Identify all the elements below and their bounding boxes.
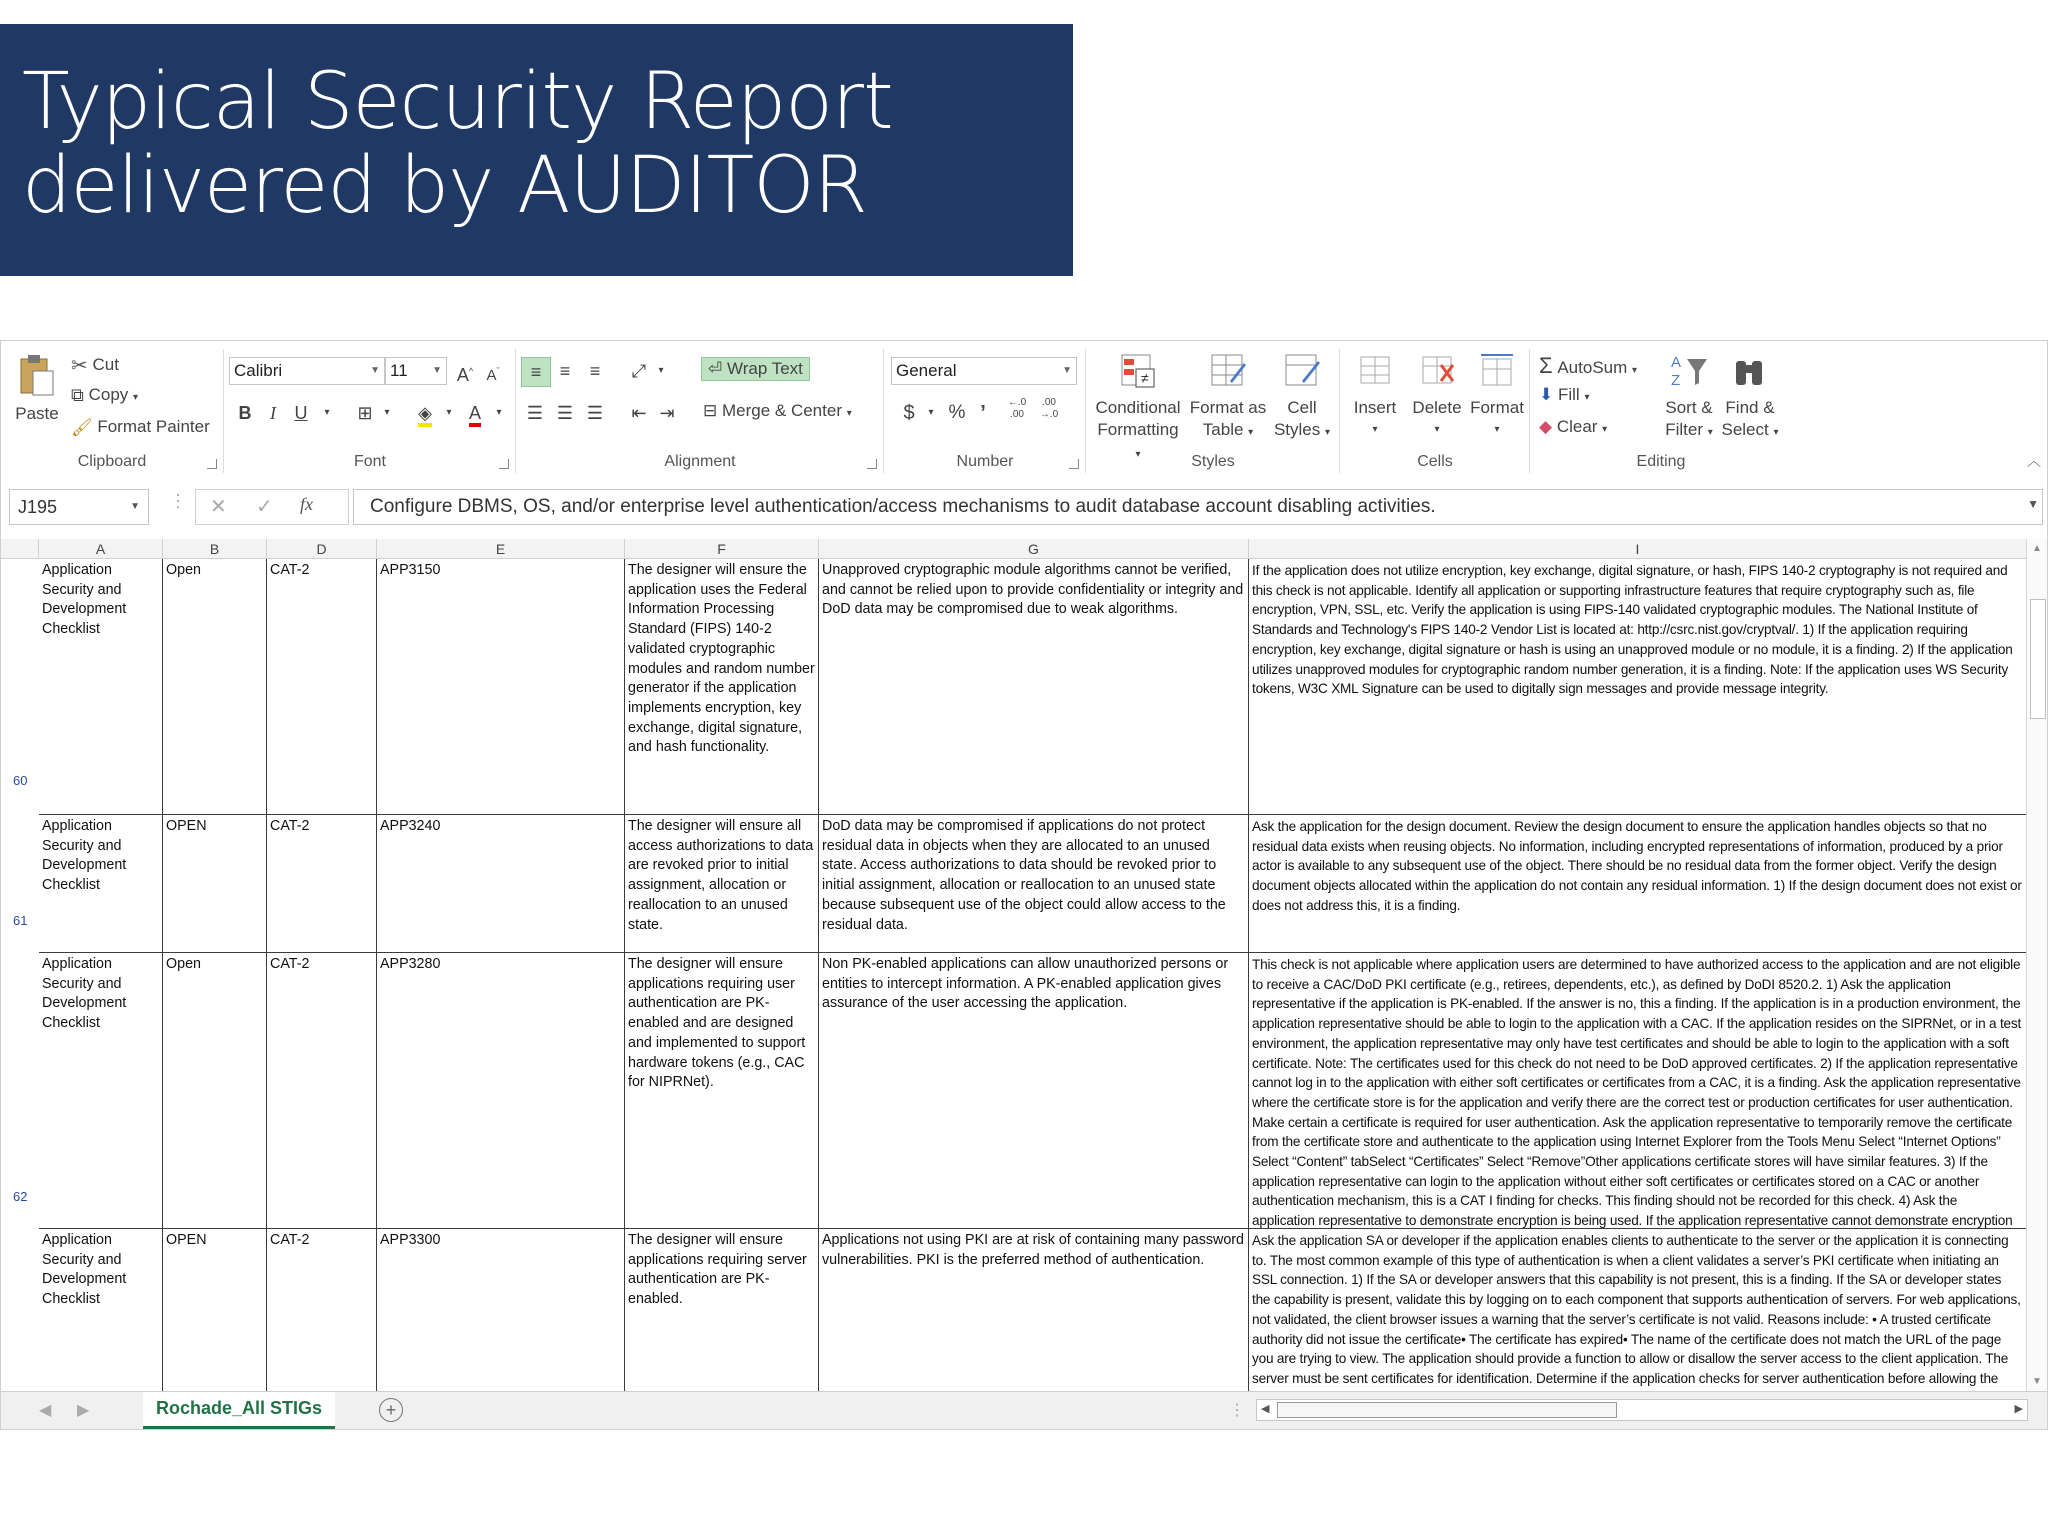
percent-button[interactable]: %	[948, 402, 966, 423]
wrap-text-button[interactable]: ⏎ Wrap Text	[701, 357, 810, 381]
table-cell[interactable]: APP3300	[377, 1229, 625, 1391]
row-number[interactable]: 61	[13, 913, 28, 928]
editing-group-label: Editing	[1636, 453, 1686, 470]
chevron-down-icon[interactable]: ▼	[2027, 497, 2039, 511]
table-cell[interactable]: The designer will ensure all access authorizations to data are revoked prior to initial assignment, allocation or reallocation to an unused state.	[625, 815, 819, 953]
font-group	[225, 341, 515, 477]
merge-icon: ⊟	[703, 401, 718, 420]
number-format-combo[interactable]: General ▼	[891, 357, 1077, 385]
tab-scroll-left-icon[interactable]: ◀	[39, 1402, 52, 1419]
name-box[interactable]: J195 ▼	[9, 489, 149, 525]
scroll-up-icon[interactable]: ▲	[2032, 543, 2042, 554]
formula-buttons	[195, 489, 349, 525]
excel-window	[0, 340, 2048, 1430]
cell-styles-button[interactable]: Cell Styles ▾	[1271, 351, 1333, 444]
select-all-corner[interactable]	[1, 539, 39, 559]
styles-group	[1087, 341, 1339, 477]
slide-title: Typical Security Report delivered by AUDITOR	[22, 57, 893, 231]
number-group	[885, 341, 1085, 477]
shrink-font-icon[interactable]: $A^ˇ$	[486, 366, 500, 384]
table-cell[interactable]: Open	[163, 953, 267, 1229]
table-cell[interactable]: CAT-2	[267, 1229, 377, 1391]
sheet-tab[interactable]: Rochade_All STIGs	[143, 1392, 335, 1429]
table-cell[interactable]: APP3150	[377, 559, 625, 815]
eraser-icon: ◆	[1539, 417, 1553, 436]
binoculars-icon	[1730, 351, 1770, 391]
column-header[interactable]: B	[163, 539, 267, 559]
cancel-icon[interactable]: ✕	[210, 496, 227, 518]
column-header[interactable]: G	[819, 539, 1249, 559]
column-header[interactable]: A	[39, 539, 163, 559]
grow-font-icon[interactable]: A^	[456, 365, 474, 385]
sort-filter-button[interactable]: A Z Sort & Filter ▾	[1661, 351, 1717, 444]
format-as-table-icon	[1208, 351, 1248, 391]
decrease-indent-icon[interactable]: ⇤	[631, 403, 647, 423]
clipboard-group-label: Clipboard	[77, 453, 147, 470]
increase-decimal-button[interactable]: ←.0 .00	[1007, 397, 1027, 420]
column-header[interactable]: F	[625, 539, 819, 559]
alignment-dialog-launcher[interactable]	[867, 459, 877, 469]
number-group-label: Number	[956, 453, 1014, 470]
align-right-icon[interactable]: ☰	[586, 403, 604, 423]
column-header[interactable]: D	[267, 539, 377, 559]
decrease-decimal-button[interactable]: .00 →.0	[1039, 397, 1059, 420]
horizontal-scroll-thumb[interactable]	[1277, 1402, 1617, 1418]
chevron-down-icon[interactable]: ▾	[446, 407, 452, 418]
font-group-label: Font	[353, 453, 386, 470]
table-cell[interactable]: Application Security and Development Checklist	[39, 815, 163, 953]
table-cell[interactable]: The designer will ensure applications requiring server authentication are PK-enabled.	[625, 1229, 819, 1391]
format-cells-icon	[1477, 351, 1517, 391]
table-cell[interactable]: CAT-2	[267, 953, 377, 1229]
copy-button[interactable]: ⧉ Copy ▾	[71, 385, 139, 406]
formula-bar	[1, 477, 2048, 539]
table-cell[interactable]: OPEN	[163, 1229, 267, 1391]
table-cell[interactable]: Ask the application SA or developer if the application enables clients to authenticate to the server or the application it is connecting to. The most common example of this type of authentication is when a client validates a server’s PKI certificate when initiating an SSL connection. 1) If the SA or developer answers that this capability is not present, this is a finding. If the SA or developer states the capability is present, validate this by logging on to each component that supports authentication of servers. For web applications, not validated, the client browser issues a warning that the server’s certificate is not valid. Reasons include: • A trusted certificate authority did not issue the certificate• The certificate has expired• The name of the certificate does not match the URL of the page you are trying to view. The application should provide a function to allow or disallow the server access to the client application. The server must be sent certificates for identification. Determine if the application checks for server authentication before allowing the	[1249, 1229, 2027, 1391]
cell-styles-icon	[1282, 351, 1322, 391]
cut-button[interactable]: ✂ Cut	[71, 354, 119, 377]
ribbon-separator	[1085, 349, 1086, 473]
clipboard-dialog-launcher[interactable]	[207, 459, 217, 469]
collapse-ribbon-icon[interactable]: ︿	[2027, 453, 2041, 469]
editing-group	[1531, 341, 1791, 477]
svg-text:Z: Z	[1671, 372, 1681, 389]
table-cell[interactable]: Application Security and Development Checklist	[39, 1229, 163, 1391]
table-cell[interactable]: CAT-2	[267, 559, 377, 815]
sort-filter-icon	[1669, 351, 1709, 391]
row-number[interactable]: 62	[13, 1189, 28, 1204]
worksheet-grid[interactable]	[1, 539, 2048, 1391]
chevron-down-icon[interactable]: ▾	[496, 407, 502, 418]
chevron-down-icon[interactable]: ▾	[324, 407, 330, 418]
underline-button[interactable]: U	[294, 403, 308, 423]
bold-button[interactable]: B	[238, 403, 252, 423]
format-as-table-button[interactable]: Format as Table ▾	[1189, 351, 1267, 444]
table-cell[interactable]: DoD data may be compromised if applications do not protect residual data in objects when they are allocated to an unused state. Access authorizations to data should be revoked prior to initial assignment, allocation or reallocation to an unused state because subsequent use of the object could allow access to the residual data.	[819, 815, 1249, 953]
conditional-formatting-button[interactable]: ≠ Conditional Formatting ▾	[1093, 351, 1183, 466]
more-icon: ⋮	[169, 491, 187, 511]
table-cell[interactable]: The designer will ensure applications requiring user authentication are PK-enabled and are designed and implemented to support hardware tokens (e.g., CAC for NIPRNet).	[625, 953, 819, 1229]
column-header[interactable]: I	[1249, 539, 2027, 559]
row-number[interactable]: 60	[13, 773, 28, 788]
clipboard-group	[1, 341, 223, 477]
find-select-button[interactable]: Find & Select ▾	[1719, 351, 1781, 444]
insert-button[interactable]: Insert ▾	[1345, 351, 1405, 441]
brush-icon: 🖌	[71, 417, 93, 437]
clear-button[interactable]: ◆ Clear ▾	[1539, 417, 1608, 436]
orientation-icon[interactable]: ⤢	[631, 361, 647, 381]
increase-indent-icon[interactable]: ⇥	[659, 403, 675, 423]
table-cell[interactable]: Open	[163, 559, 267, 815]
paste-icon	[17, 353, 57, 397]
svg-text:A: A	[1671, 354, 1682, 371]
middle-align-icon[interactable]: ≡	[559, 361, 571, 381]
ribbon-separator	[223, 349, 224, 473]
borders-icon[interactable]: ⊞	[357, 403, 373, 423]
table-cell[interactable]: Application Security and Development Checklist	[39, 559, 163, 815]
paste-button[interactable]: Paste	[11, 353, 63, 425]
wrap-text-icon: ⏎	[708, 359, 723, 378]
slide-title-banner	[0, 24, 1073, 276]
alignment-group	[517, 341, 883, 477]
delete-cells-icon	[1417, 351, 1457, 391]
insert-function-icon[interactable]: fx	[300, 494, 313, 514]
table-cell[interactable]: If the application does not utilize encryption, key exchange, digital signature, or hash, FIPS 140-2 cryptography is not required and this check is not applicable. Identify all application or supporting infrastructure features that require cryptography such as, file encryption, VPN, SSL, etc. Verify the application is using FIPS-140 validated cryptographic modules. The National Institute of Standards and Technology's FIPS 140-2 Vendor List is located at: http://csrc.nist.gov/cryptval/. 1) If the application requiring encryption, key exchange, digital signature or hash is using an unapproved module or no module, it is a finding. 2) If the application utilizes unapproved modules for cryptographic random number generation, it is a finding. Note: If the application uses WS Security tokens, W3C XML Signature can be used to digitally sign messages and provide message integrity.	[1249, 559, 2027, 815]
ribbon	[1, 341, 2048, 478]
ribbon-separator	[515, 349, 516, 473]
ribbon-separator	[883, 349, 884, 473]
table-cell[interactable]: APP3280	[377, 953, 625, 1229]
chevron-down-icon: ▼	[370, 365, 380, 376]
cells-group	[1341, 341, 1529, 477]
table-cell[interactable]: Application Security and Development Checklist	[39, 953, 163, 1229]
column-header[interactable]: E	[377, 539, 625, 559]
merge-center-button[interactable]: ⊟ Merge & Center ▾	[703, 401, 852, 420]
styles-group-label: Styles	[1191, 453, 1235, 470]
table-cell[interactable]: OPEN	[163, 815, 267, 953]
format-button[interactable]: Format ▾	[1467, 351, 1527, 441]
cells-group-label: Cells	[1417, 453, 1453, 470]
fill-button[interactable]: ⬇ Fill ▾	[1539, 385, 1590, 404]
enter-icon[interactable]: ✓	[256, 496, 273, 518]
alignment-group-label: Alignment	[664, 453, 736, 470]
chevron-down-icon: ▼	[130, 501, 140, 512]
copy-icon: ⧉	[71, 385, 84, 406]
align-center-icon[interactable]: ☰	[556, 403, 574, 423]
more-icon: ⋮	[1229, 1402, 1245, 1419]
font-name-combo[interactable]: Calibri ▼	[229, 357, 385, 385]
table-cell[interactable]: This check is not applicable where application users are determined to have authorized access to the application and are not eligible to receive a CAC/DoD PKI certificate (e.g., retirees, dependents, etc.), as defined by DoDI 8520.2. 1) Ask the application representative if the application is PK-enabled. If the answer is no, this a finding. If the application is in a production environment, the application representative should be able to login to the application with a CAC. If the application resides on the SIPRNet, or in a test environment, the application representative may only have test certificates and should be able to login to the application with a soft certificate. Note: The certificates used for this check do not need to be DoD approved certificates. 2) If the application representative cannot log in to the application with either soft certificates or certificates from a CAC, it is a finding. Ask the application representative where the certificate store is for the application and verify there are the correct test or production certificates for user authentication. Make certain a certificate is required for user authentication. Ask the application representative to temporarily remove the certificate from the certificate store and authenticate to the application using Internet Explorer from the Tools Menu Select “Internet Options” Select “Content” tabSelect “Certificates” Select “Remove”Other applications certificate stores will have similar features. 3) If the application representative can login to the application without either soft certificates or certificates stored on a CAC or another authentication mechanism, this is a CAT I finding for checks. This finding should not be recorded for this check. 4) Ask the application representative to demonstrate encryption is being used. If the application representative cannot demonstrate encryption	[1249, 953, 2027, 1229]
autosum-button[interactable]: Σ AutoSum ▾	[1539, 353, 1638, 378]
fill-down-icon: ⬇	[1539, 385, 1554, 404]
vertical-scroll-thumb[interactable]	[2030, 599, 2046, 719]
vertical-scrollbar[interactable]	[2026, 539, 2048, 1391]
fill-color-icon[interactable]: ◈	[411, 399, 439, 427]
format-painter-button[interactable]: 🖌 Format Painter	[71, 417, 210, 437]
comma-style-button[interactable]: ’	[980, 402, 986, 424]
font-color-icon[interactable]: A	[461, 399, 489, 427]
add-sheet-icon[interactable]: +	[379, 1398, 403, 1422]
tab-scroll-right-icon[interactable]: ▶	[77, 1402, 90, 1419]
table-cell[interactable]: Ask the application for the design document. Review the design document to ensure the application handles objects so that no residual data exists when reusing objects. No information, including encrypted representations of information, produced by a prior actor is available to any subsequent use of the object. There should be no residual data from the former object. Verify the design document objects allocated within the application do not contain any residual information. 1) If the design document does not exist or does not address this, it is a finding.	[1249, 815, 2027, 953]
formula-input[interactable]: Configure DBMS, OS, and/or enterprise level authentication/access mechanisms to audit database account disabling activities.	[353, 489, 2043, 525]
horizontal-scrollbar[interactable]	[1256, 1399, 2028, 1421]
align-left-icon[interactable]: ☰	[526, 403, 544, 423]
chevron-down-icon[interactable]: ▾	[384, 407, 390, 418]
chevron-down-icon: ▼	[432, 365, 442, 376]
table-cell[interactable]: APP3240	[377, 815, 625, 953]
chevron-down-icon: ▼	[1062, 365, 1072, 376]
insert-cells-icon	[1355, 351, 1395, 391]
scroll-left-icon[interactable]: ◀	[1261, 1403, 1270, 1415]
ribbon-separator	[1529, 349, 1530, 473]
bottom-align-icon[interactable]: ≡	[589, 361, 601, 381]
table-cell[interactable]: Non PK-enabled applications can allow unauthorized persons or entities to intercept information. A PK-enabled application gives assurance of the user accessing the application.	[819, 953, 1249, 1229]
chevron-down-icon[interactable]: ▾	[928, 407, 934, 418]
font-size-combo[interactable]: 11 ▼	[385, 357, 447, 385]
sigma-icon: Σ	[1539, 353, 1553, 378]
delete-button[interactable]: Delete ▾	[1407, 351, 1467, 441]
italic-button[interactable]: I	[270, 403, 276, 423]
scroll-right-icon[interactable]: ▶	[2014, 1403, 2023, 1415]
table-cell[interactable]: The designer will ensure the application uses the Federal Information Processing Standard (FIPS) 140-2 validated cryptographic modules and random number generator if the application implements encryption, key exchange, digital signature, and hash functionality.	[625, 559, 819, 815]
svg-text:≠: ≠	[1141, 370, 1149, 386]
number-dialog-launcher[interactable]	[1069, 459, 1079, 469]
font-dialog-launcher[interactable]	[499, 459, 509, 469]
table-cell[interactable]: CAT-2	[267, 815, 377, 953]
scissors-icon: ✂	[71, 355, 88, 377]
conditional-formatting-icon	[1118, 351, 1158, 391]
table-cell[interactable]: Applications not using PKI are at risk of containing many password vulnerabilities. PKI is the preferred method of authentication.	[819, 1229, 1249, 1391]
top-align-icon[interactable]: ≡	[521, 357, 551, 387]
currency-button[interactable]: $	[903, 402, 915, 424]
table-cell[interactable]: Unapproved cryptographic module algorithms cannot be verified, and cannot be relied upon to provide confidentiality or integrity and DoD data may be compromised due to weak algorithms.	[819, 559, 1249, 815]
ribbon-separator	[1339, 349, 1340, 473]
sheet-tab-bar	[1, 1391, 2048, 1430]
scroll-down-icon[interactable]: ▼	[2032, 1376, 2042, 1387]
chevron-down-icon[interactable]: ▾	[658, 365, 664, 376]
